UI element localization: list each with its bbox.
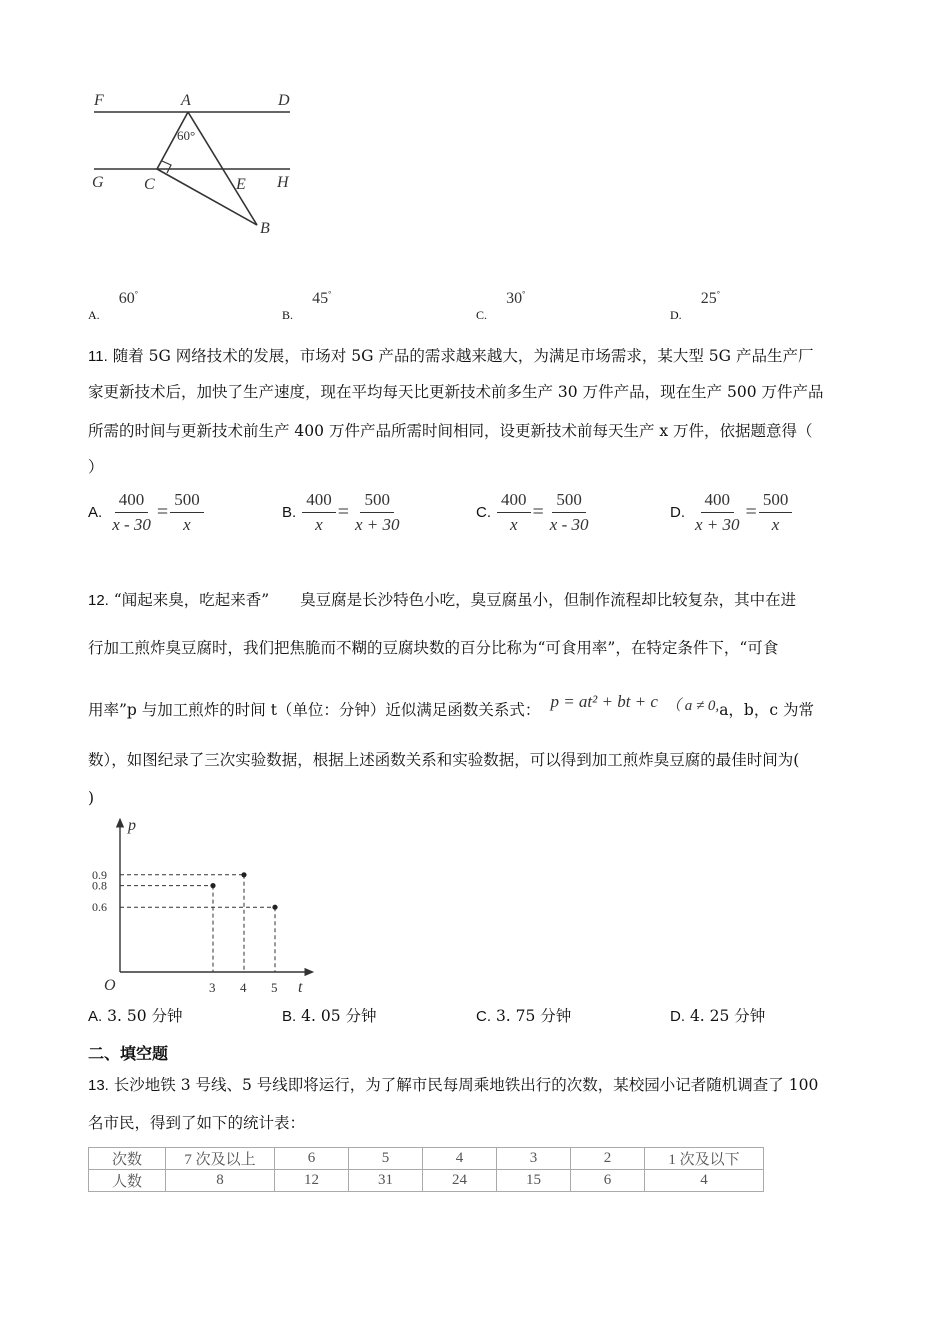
equals-sign: = <box>337 501 349 523</box>
q11-line-3: 所需的时间与更新技术前生产 400 万件产品所需时间相同，设更新技术前每天生产 x 万件，依据题意得（ <box>88 422 813 440</box>
equals-sign: = <box>745 501 757 523</box>
q12-number: 12. <box>88 592 109 609</box>
option-letter: C. <box>476 504 491 521</box>
option-value: 45 <box>312 290 329 307</box>
label-d: D <box>278 92 290 109</box>
table-cell: 人数 <box>89 1170 166 1192</box>
option-letter: D. <box>670 1008 685 1025</box>
table-cell: 24 <box>423 1170 497 1192</box>
q12-option-d[interactable] <box>670 1006 765 1027</box>
q10-geometry-figure <box>80 85 310 245</box>
q12-line-5: ) <box>88 789 95 807</box>
equals-sign: = <box>156 501 169 523</box>
q11-option-a[interactable] <box>88 490 204 535</box>
q12-option-a[interactable] <box>88 1006 183 1027</box>
option-value: 60 <box>118 290 135 307</box>
right-fraction: $\frac{500}{x - 30}$ <box>549 490 589 534</box>
q11-option-b[interactable] <box>282 490 404 535</box>
q12-line-3 <box>88 692 814 720</box>
table-cell: 6 <box>571 1170 645 1192</box>
option-value: 30 <box>506 290 523 307</box>
y-tick-label: 0.6 <box>92 900 107 915</box>
table-cell: 6 <box>275 1148 349 1170</box>
option-letter: A. <box>88 504 103 521</box>
degree-mark: ° <box>134 289 138 299</box>
table-cell: 2 <box>571 1148 645 1170</box>
data-point <box>241 872 246 877</box>
label-h: H <box>277 174 289 191</box>
option-letter: A. <box>88 308 100 322</box>
y-tick-label: 0.9 <box>92 867 107 882</box>
label-c: C <box>144 176 155 193</box>
q10-option-a[interactable] <box>88 288 138 322</box>
x-tick-label: 5 <box>271 980 278 995</box>
table-cell: 31 <box>349 1170 423 1192</box>
q13-line-1 <box>88 1075 818 1096</box>
table-cell: 次数 <box>89 1148 166 1170</box>
table-cell: 1 次及以下 <box>645 1148 764 1170</box>
label-a: A <box>181 92 191 109</box>
q12-line-2: 行加工煎炸臭豆腐时，我们把焦脆而不糊的豆腐块数的百分比称为“可食用率”，在特定条件下，“可食 <box>88 639 779 657</box>
option-text: 3. 75 分钟 <box>495 1007 572 1025</box>
q11-text-1: 随着 5G 网络技术的发展，市场对 5G 产品的需求越来越大，为满足市场需求，某大型 5G 产品生产厂 <box>112 347 814 365</box>
q12-option-b[interactable] <box>282 1006 377 1027</box>
q13-number: 13. <box>88 1077 109 1094</box>
option-value: 25 <box>700 290 717 307</box>
q11-line-1 <box>88 346 813 367</box>
q10-option-d[interactable] <box>670 288 720 322</box>
option-letter: B. <box>282 308 294 322</box>
left-fraction: $\frac{400}{x + 30}$ <box>695 490 740 534</box>
q11-line-4: ） <box>88 458 104 476</box>
q13-stats-table <box>88 1147 764 1192</box>
q12-text-3: 用率”p 与加工煎炸的时间 t（单位：分钟）近似满足函数关系式： <box>88 701 541 719</box>
section-title: 二、填空题 <box>88 1044 169 1063</box>
option-letter: D. <box>670 504 685 521</box>
degree-mark: ° <box>328 289 332 299</box>
table-cell: 5 <box>349 1148 423 1170</box>
degree-mark: ° <box>716 289 720 299</box>
origin-label: O <box>104 977 116 994</box>
q11-option-d[interactable] <box>670 490 792 535</box>
q13-text-1: 长沙地铁 3 号线、5 号线即将运行，为了解市民每周乘地铁出行的次数，某校园小记者随机调查了 100 <box>113 1076 819 1094</box>
option-letter: A. <box>88 1008 103 1025</box>
q13-line-2: 名市民，得到了如下的统计表： <box>88 1114 306 1132</box>
angle-60-label: 60° <box>177 128 196 143</box>
x-axis-label: t <box>298 979 303 996</box>
table-cell: 8 <box>166 1170 275 1192</box>
label-f: F <box>94 92 104 109</box>
q12-formula: p = at² + bt + c <box>550 692 658 711</box>
q10-option-b[interactable] <box>282 288 332 322</box>
table-cell: 4 <box>645 1170 764 1192</box>
option-letter: C. <box>476 1008 491 1025</box>
option-text: 4. 05 分钟 <box>301 1007 377 1025</box>
label-e: E <box>236 176 246 193</box>
q12-option-c[interactable] <box>476 1006 571 1027</box>
table-cell: 7 次及以上 <box>166 1148 275 1170</box>
option-text: 4. 25 分钟 <box>689 1007 766 1025</box>
q12-text-1: “闻起来臭，吃起来香” 臭豆腐是长沙特色小吃，臭豆腐虽小，但制作流程却比较复杂，其中在进 <box>113 591 797 609</box>
q11-number: 11. <box>88 348 108 365</box>
degree-mark: ° <box>522 289 526 299</box>
q12-condition: （ a ≠ 0, <box>665 698 720 714</box>
left-fraction: $\frac{400}{x - 30}$ <box>112 490 151 534</box>
table-row-values <box>89 1170 764 1192</box>
option-letter: C. <box>476 308 488 322</box>
q10-option-c[interactable] <box>476 288 526 322</box>
table-cell: 4 <box>423 1148 497 1170</box>
q11-option-c[interactable] <box>476 490 593 535</box>
table-cell: 15 <box>497 1170 571 1192</box>
label-g: G <box>92 174 104 191</box>
y-tick-label: 0.8 <box>92 878 107 893</box>
x-tick-label: 3 <box>209 980 216 995</box>
y-axis-label: p <box>128 817 136 834</box>
q11-line-2: 家更新技术后，加快了生产速度，现在平均每天比更新技术前多生产 30 万件产品，现在生产 500 万件产品 <box>88 383 824 401</box>
q12-line-1 <box>88 590 796 611</box>
left-fraction: $\frac{400}{x}$ <box>497 490 531 535</box>
x-tick-label: 4 <box>240 980 247 995</box>
table-cell: 12 <box>275 1170 349 1192</box>
q12-line-4: 数），如图纪录了三次实验数据，根据上述函数关系和实验数据，可以得到加工煎炸臭豆腐的最佳时间为( <box>88 751 800 769</box>
q12-text-3-tail: a，b，c 为常 <box>719 701 814 719</box>
table-row-header <box>89 1148 764 1170</box>
right-fraction: $\frac{500}{x}$ <box>759 490 793 535</box>
right-fraction: $\frac{500}{x}$ <box>170 490 204 535</box>
right-angle-mark <box>162 161 171 173</box>
equals-sign: = <box>532 501 544 523</box>
option-letter: B. <box>282 504 297 521</box>
option-letter: D. <box>670 308 682 322</box>
option-letter: B. <box>282 1008 297 1025</box>
data-point <box>210 883 215 888</box>
option-text: 3. 50 分钟 <box>107 1007 183 1025</box>
label-b: B <box>260 220 270 237</box>
right-fraction: $\frac{500}{x + 30}$ <box>354 490 400 534</box>
table-cell: 3 <box>497 1148 571 1170</box>
left-fraction: $\frac{400}{x}$ <box>302 490 336 535</box>
q12-scatter-chart <box>88 812 328 997</box>
data-point <box>272 905 277 910</box>
